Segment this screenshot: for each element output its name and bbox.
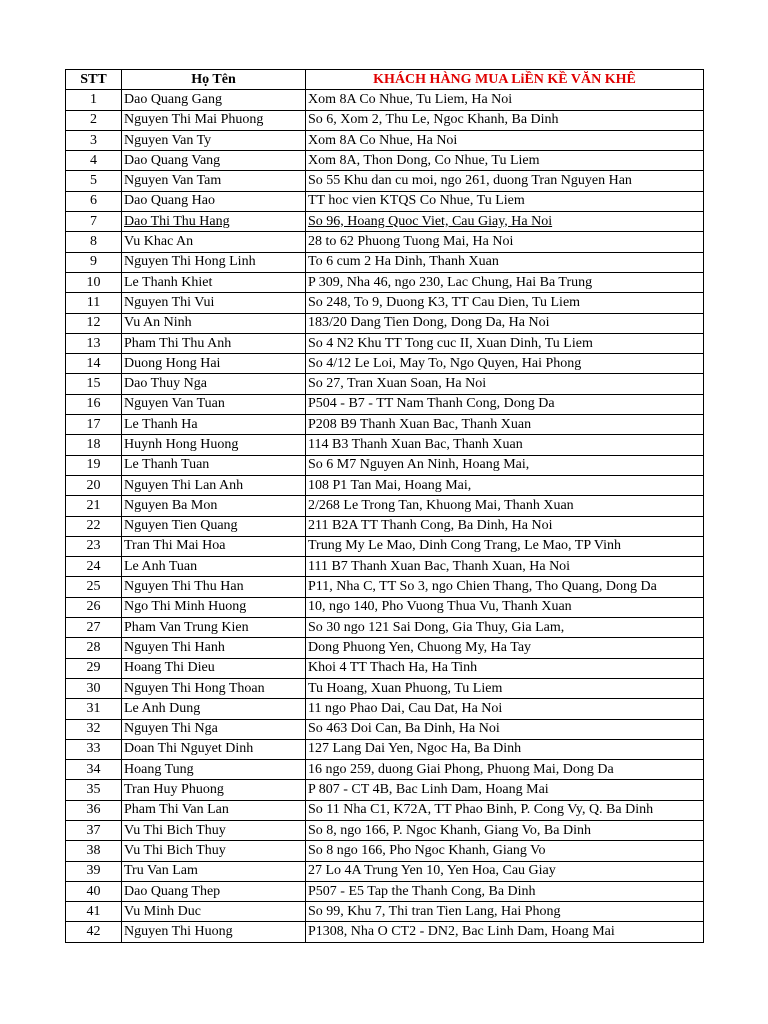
row-stt: 20 xyxy=(66,475,122,495)
row-address: P507 - E5 Tap the Thanh Cong, Ba Dinh xyxy=(306,881,704,901)
row-name: Pham Thi Van Lan xyxy=(122,800,306,820)
row-name: Pham Van Trung Kien xyxy=(122,618,306,638)
row-stt: 2 xyxy=(66,110,122,130)
row-stt: 38 xyxy=(66,841,122,861)
row-name: Nguyen Tien Quang xyxy=(122,516,306,536)
row-stt: 37 xyxy=(66,820,122,840)
row-address: 127 Lang Dai Yen, Ngoc Ha, Ba Dinh xyxy=(306,739,704,759)
table-row xyxy=(66,719,704,739)
row-address: So 11 Nha C1, K72A, TT Phao Binh, P. Cong Vy, Q. Ba Dinh xyxy=(306,800,704,820)
header-stt: STT xyxy=(66,70,122,90)
row-address: So 8 ngo 166, Pho Ngoc Khanh, Giang Vo xyxy=(306,841,704,861)
table-row xyxy=(66,699,704,719)
row-name: Tru Van Lam xyxy=(122,861,306,881)
row-stt: 14 xyxy=(66,354,122,374)
row-name: Le Thanh Tuan xyxy=(122,455,306,475)
row-address: P 807 - CT 4B, Bac Linh Dam, Hoang Mai xyxy=(306,780,704,800)
row-name: Le Thanh Khiet xyxy=(122,272,306,292)
row-address: So 99, Khu 7, Thi tran Tien Lang, Hai Phong xyxy=(306,902,704,922)
table-row xyxy=(66,435,704,455)
table-row xyxy=(66,232,704,252)
table-row xyxy=(66,415,704,435)
row-name: Dao Quang Gang xyxy=(122,90,306,110)
row-stt: 19 xyxy=(66,455,122,475)
row-stt: 6 xyxy=(66,191,122,211)
table-row xyxy=(66,618,704,638)
row-address: Xom 8A, Thon Dong, Co Nhue, Tu Liem xyxy=(306,151,704,171)
table-row xyxy=(66,597,704,617)
row-name: Ngo Thi Minh Huong xyxy=(122,597,306,617)
row-stt: 1 xyxy=(66,90,122,110)
row-address: 111 B7 Thanh Xuan Bac, Thanh Xuan, Ha Noi xyxy=(306,557,704,577)
table-row xyxy=(66,678,704,698)
table-row xyxy=(66,557,704,577)
row-stt: 13 xyxy=(66,333,122,353)
row-stt: 4 xyxy=(66,151,122,171)
table-row xyxy=(66,272,704,292)
table-row xyxy=(66,252,704,272)
row-address: 211 B2A TT Thanh Cong, Ba Dinh, Ha Noi xyxy=(306,516,704,536)
row-stt: 41 xyxy=(66,902,122,922)
row-address: So 30 ngo 121 Sai Dong, Gia Thuy, Gia Lam, xyxy=(306,618,704,638)
row-name: Vu Thi Bich Thuy xyxy=(122,820,306,840)
row-name: Le Anh Dung xyxy=(122,699,306,719)
row-address: 2/268 Le Trong Tan, Khuong Mai, Thanh Xuan xyxy=(306,496,704,516)
row-stt: 34 xyxy=(66,760,122,780)
row-address: Xom 8A Co Nhue, Tu Liem, Ha Noi xyxy=(306,90,704,110)
table-row xyxy=(66,130,704,150)
row-stt: 40 xyxy=(66,881,122,901)
row-address: So 248, To 9, Duong K3, TT Cau Dien, Tu Liem xyxy=(306,293,704,313)
row-address: P208 B9 Thanh Xuan Bac, Thanh Xuan xyxy=(306,415,704,435)
row-stt: 10 xyxy=(66,272,122,292)
row-name: Nguyen Thi Mai Phuong xyxy=(122,110,306,130)
row-address: To 6 cum 2 Ha Dinh, Thanh Xuan xyxy=(306,252,704,272)
table-row xyxy=(66,293,704,313)
row-address: Xom 8A Co Nhue, Ha Noi xyxy=(306,130,704,150)
row-stt: 39 xyxy=(66,861,122,881)
row-address: 16 ngo 259, duong Giai Phong, Phuong Mai, Dong Da xyxy=(306,760,704,780)
row-stt: 8 xyxy=(66,232,122,252)
table-row xyxy=(66,191,704,211)
row-address: 114 B3 Thanh Xuan Bac, Thanh Xuan xyxy=(306,435,704,455)
row-stt: 15 xyxy=(66,374,122,394)
row-stt: 18 xyxy=(66,435,122,455)
table-row xyxy=(66,110,704,130)
row-name: Nguyen Thi Huong xyxy=(122,922,306,942)
row-address: So 463 Doi Can, Ba Dinh, Ha Noi xyxy=(306,719,704,739)
table-row xyxy=(66,820,704,840)
row-name: Dao Thuy Nga xyxy=(122,374,306,394)
row-stt: 11 xyxy=(66,293,122,313)
row-address: So 55 Khu dan cu moi, ngo 261, duong Tran Nguyen Han xyxy=(306,171,704,191)
row-stt: 28 xyxy=(66,638,122,658)
row-stt: 21 xyxy=(66,496,122,516)
table-row xyxy=(66,313,704,333)
row-address: So 8, ngo 166, P. Ngoc Khanh, Giang Vo, Ba Dinh xyxy=(306,820,704,840)
table-row xyxy=(66,861,704,881)
row-stt: 3 xyxy=(66,130,122,150)
row-name: Nguyen Van Tam xyxy=(122,171,306,191)
table-row xyxy=(66,151,704,171)
row-address: Tu Hoang, Xuan Phuong, Tu Liem xyxy=(306,678,704,698)
row-address: 183/20 Dang Tien Dong, Dong Da, Ha Noi xyxy=(306,313,704,333)
table-row xyxy=(66,90,704,110)
row-address: So 4/12 Le Loi, May To, Ngo Quyen, Hai Phong xyxy=(306,354,704,374)
table-row xyxy=(66,902,704,922)
row-name: Dao Quang Vang xyxy=(122,151,306,171)
row-address: So 4 N2 Khu TT Tong cuc II, Xuan Dinh, Tu Liem xyxy=(306,333,704,353)
row-address: 11 ngo Phao Dai, Cau Dat, Ha Noi xyxy=(306,699,704,719)
row-address: Trung My Le Mao, Dinh Cong Trang, Le Mao, TP Vinh xyxy=(306,536,704,556)
row-stt: 23 xyxy=(66,536,122,556)
row-stt: 32 xyxy=(66,719,122,739)
header-address: KHÁCH HÀNG MUA LiỀN KỀ VĂN KHÊ xyxy=(306,70,704,90)
row-address: So 96, Hoang Quoc Viet, Cau Giay, Ha Noi xyxy=(306,212,704,232)
table-row xyxy=(66,739,704,759)
table-row xyxy=(66,881,704,901)
row-name: Dao Thi Thu Hang xyxy=(122,212,306,232)
row-name: Hoang Tung xyxy=(122,760,306,780)
row-address: P504 - B7 - TT Nam Thanh Cong, Dong Da xyxy=(306,394,704,414)
row-address: 27 Lo 4A Trung Yen 10, Yen Hoa, Cau Giay xyxy=(306,861,704,881)
table-row xyxy=(66,455,704,475)
row-stt: 29 xyxy=(66,658,122,678)
table-row xyxy=(66,800,704,820)
row-name: Vu An Ninh xyxy=(122,313,306,333)
row-name: Pham Thi Thu Anh xyxy=(122,333,306,353)
table-row xyxy=(66,374,704,394)
row-address: 108 P1 Tan Mai, Hoang Mai, xyxy=(306,475,704,495)
row-name: Duong Hong Hai xyxy=(122,354,306,374)
row-address: 28 to 62 Phuong Tuong Mai, Ha Noi xyxy=(306,232,704,252)
table-row xyxy=(66,638,704,658)
row-name: Nguyen Ba Mon xyxy=(122,496,306,516)
row-name: Vu Khac An xyxy=(122,232,306,252)
row-address: So 6 M7 Nguyen An Ninh, Hoang Mai, xyxy=(306,455,704,475)
row-stt: 24 xyxy=(66,557,122,577)
table-row xyxy=(66,760,704,780)
row-name: Vu Thi Bich Thuy xyxy=(122,841,306,861)
row-stt: 26 xyxy=(66,597,122,617)
table-row xyxy=(66,536,704,556)
row-stt: 35 xyxy=(66,780,122,800)
table-row xyxy=(66,658,704,678)
row-address: So 6, Xom 2, Thu Le, Ngoc Khanh, Ba Dinh xyxy=(306,110,704,130)
row-name: Nguyen Thi Vui xyxy=(122,293,306,313)
customer-table xyxy=(65,69,704,943)
table-row xyxy=(66,496,704,516)
row-name: Huynh Hong Huong xyxy=(122,435,306,455)
header-row xyxy=(66,70,704,90)
row-name: Vu Minh Duc xyxy=(122,902,306,922)
table-row xyxy=(66,171,704,191)
row-stt: 33 xyxy=(66,739,122,759)
row-name: Nguyen Thi Hong Thoan xyxy=(122,678,306,698)
row-name: Le Thanh Ha xyxy=(122,415,306,435)
row-stt: 9 xyxy=(66,252,122,272)
row-name: Tran Huy Phuong xyxy=(122,780,306,800)
row-address: Khoi 4 TT Thach Ha, Ha Tinh xyxy=(306,658,704,678)
row-address: P 309, Nha 46, ngo 230, Lac Chung, Hai Ba Trung xyxy=(306,272,704,292)
row-stt: 7 xyxy=(66,212,122,232)
row-stt: 27 xyxy=(66,618,122,638)
row-name: Nguyen Thi Hanh xyxy=(122,638,306,658)
table-row xyxy=(66,922,704,942)
row-stt: 22 xyxy=(66,516,122,536)
row-address: P1308, Nha O CT2 - DN2, Bac Linh Dam, Hoang Mai xyxy=(306,922,704,942)
row-stt: 31 xyxy=(66,699,122,719)
row-address: P11, Nha C, TT So 3, ngo Chien Thang, Tho Quang, Dong Da xyxy=(306,577,704,597)
table-row xyxy=(66,780,704,800)
row-stt: 25 xyxy=(66,577,122,597)
row-name: Nguyen Thi Thu Han xyxy=(122,577,306,597)
table-row xyxy=(66,577,704,597)
table-row xyxy=(66,212,704,232)
row-stt: 30 xyxy=(66,678,122,698)
row-name: Dao Quang Thep xyxy=(122,881,306,901)
row-address: TT hoc vien KTQS Co Nhue, Tu Liem xyxy=(306,191,704,211)
row-name: Le Anh Tuan xyxy=(122,557,306,577)
row-stt: 5 xyxy=(66,171,122,191)
table-row xyxy=(66,475,704,495)
row-stt: 16 xyxy=(66,394,122,414)
row-name: Nguyen Van Ty xyxy=(122,130,306,150)
row-stt: 17 xyxy=(66,415,122,435)
table-row xyxy=(66,516,704,536)
row-name: Tran Thi Mai Hoa xyxy=(122,536,306,556)
row-name: Doan Thi Nguyet Dinh xyxy=(122,739,306,759)
row-stt: 42 xyxy=(66,922,122,942)
row-name: Nguyen Thi Hong Linh xyxy=(122,252,306,272)
header-name: Họ Tên xyxy=(122,70,306,90)
table-row xyxy=(66,354,704,374)
row-name: Hoang Thi Dieu xyxy=(122,658,306,678)
row-name: Dao Quang Hao xyxy=(122,191,306,211)
row-address: Dong Phuong Yen, Chuong My, Ha Tay xyxy=(306,638,704,658)
row-stt: 36 xyxy=(66,800,122,820)
row-stt: 12 xyxy=(66,313,122,333)
row-name: Nguyen Thi Nga xyxy=(122,719,306,739)
table-row xyxy=(66,394,704,414)
row-address: So 27, Tran Xuan Soan, Ha Noi xyxy=(306,374,704,394)
row-name: Nguyen Thi Lan Anh xyxy=(122,475,306,495)
table-row xyxy=(66,333,704,353)
row-name: Nguyen Van Tuan xyxy=(122,394,306,414)
row-address: 10, ngo 140, Pho Vuong Thua Vu, Thanh Xuan xyxy=(306,597,704,617)
table-row xyxy=(66,841,704,861)
